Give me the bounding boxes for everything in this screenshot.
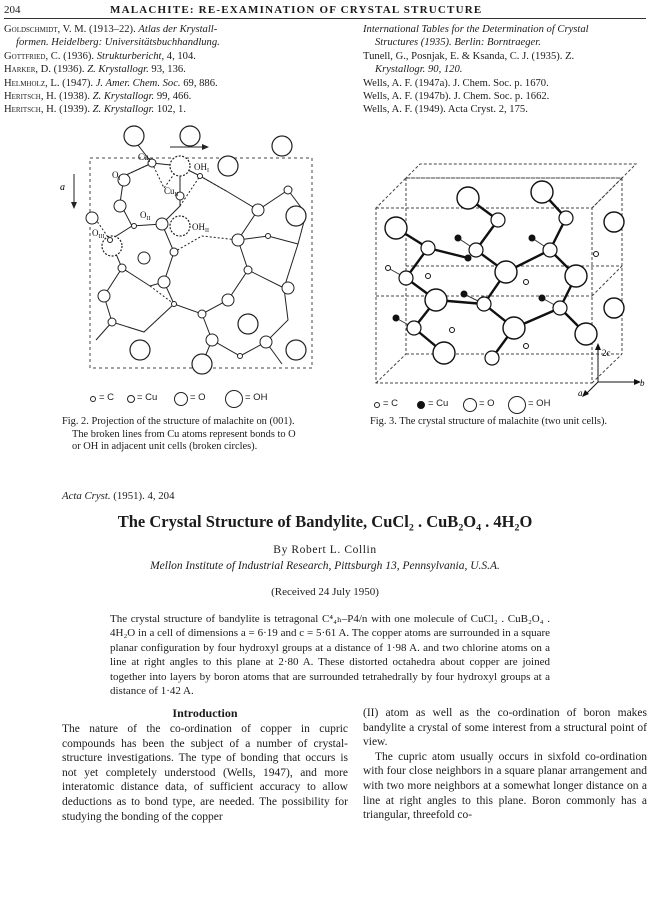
reference-item: Heritsch, H. (1939). Z. Krystallogr. 102, 1.	[4, 104, 186, 116]
b-axis-arrowhead	[202, 144, 209, 150]
figure-3-axes	[578, 342, 648, 398]
reference-item: Goldschmidt, V. M. (1913–22). Atlas der Krystall-	[4, 24, 218, 35]
figure-3-caption: Fig. 3. The crystal structure of malachite (two unit cells).	[370, 416, 607, 427]
label-o2: $O_{II}$	[140, 210, 151, 222]
label-o3: $O_{III}$	[92, 228, 105, 240]
reference-item-cont: Krystallogr. 90, 120.	[375, 64, 463, 76]
bond-chains	[396, 192, 586, 358]
page-number: 204	[4, 4, 21, 16]
intro-left-column: The nature of the co-ordination of copper in cupric compounds has been the subject of a number of crystal-structure investigations. The type of bonding that occurs is not yet completely understood (Wells, 1947), and more interatomic distance data, of sufficient accuracy to allow deductions as to bond type, are needed. The possibility for studying the bonding of the copper	[62, 723, 348, 823]
reference-item: Harker, D. (1936). Z. Krystallogr. 93, 136.	[4, 64, 186, 76]
a-axis-label: a	[60, 182, 65, 193]
references-right	[363, 23, 648, 117]
abstract: The crystal structure of bandylite is tetragonal C⁴₄ₕ–P4/n with one molecule of CuCl₂ . CuB₂O₄ . 4H₂O in a cell of dimensions a = 6·19 and c = 5·61 A. The copper atoms are surrounded in a square planar configuration by four hydroxyl groups at a distance of 1·98 A. and two chlorine atoms on a line at right angles to this plane at 2·80 A. These distorted octahedra about copper are joined together into layers by boron atoms that are surrounded tetrahedrally by four hydroxyl groups at a distance of 1·42 A.	[110, 613, 550, 698]
reference-item: Wells, A. F. (1947a). J. Chem. Soc. p. 1670.	[363, 77, 549, 89]
intro-right-column: (II) atom as well as the co-ordination of boron makes bandylite a crystal of some interest from a structural point of view. The cupric atom usually occurs in sixfold co-ordination with four close neighbors in a square planar arrangement and with two more neighbors at a somewhat longer distance on a line at right angles to this plane. Boron commonly has a triangular, threefold co-	[363, 707, 647, 822]
legend-c: = C	[383, 398, 399, 409]
unit-cell-outline	[90, 158, 312, 368]
reference-item: Helmholz, L. (1947). J. Amer. Chem. Soc. 69, 886.	[4, 77, 218, 89]
label-cu1: $Cu_I$	[138, 152, 151, 164]
legend-c: = C	[99, 392, 115, 403]
label-oh1: $OH_I$	[194, 162, 209, 174]
received-date: (Received 24 July 1950)	[271, 586, 379, 598]
o-atoms-3d	[399, 211, 573, 365]
reference-item: Tunell, G., Posnjak, E. & Ksanda, C. J. (1935). Z.	[363, 50, 575, 62]
running-head	[0, 4, 650, 18]
label-oh2: $OH_{II}$	[192, 222, 209, 234]
figure-2-caption: Fig. 2. Projection of the structure of malachite on (001). The broken lines from Cu atoms represent bonds to O or OH in adjacent unit cells (broken circles).	[62, 416, 296, 453]
reference-item-cont: Structures (1935). Berlin: Borntraeger.	[375, 37, 541, 49]
reference-item: International Tables for the Determination of Crystal	[363, 24, 589, 35]
references-left	[4, 23, 324, 117]
figure-2-diagram	[52, 118, 322, 378]
paper-title: The Crystal Structure of Bandylite, CuCl₂ . CuB₂O₄ . 4H₂O	[117, 512, 533, 531]
label-o1: $O_I$	[112, 170, 121, 182]
legend-oh: = OH	[245, 392, 268, 403]
legend-cu: = Cu	[428, 398, 449, 409]
axis-label-a: a	[578, 388, 583, 398]
reference-item: Gottfried, C. (1936). Strukturbericht, 4, 104.	[4, 50, 196, 62]
running-title: MALACHITE: RE-EXAMINATION OF CRYSTAL STRUCTURE	[110, 4, 483, 16]
figure-2-legend	[88, 390, 328, 408]
intro-heading: Introduction	[172, 706, 238, 720]
reference-item: Wells, A. F. (1947b). J. Chem. Soc. p. 1662.	[363, 91, 550, 103]
figure-3-legend	[372, 396, 592, 414]
legend-cu: = Cu	[137, 392, 158, 403]
label-cu2: $Cu_{II}$	[164, 186, 179, 198]
affiliation: Mellon Institute of Industrial Research, Pittsburgh 13, Pennsylvania, U.S.A.	[150, 560, 500, 572]
author: By Robert L. Collin	[273, 544, 377, 556]
a-axis-arrowhead	[71, 202, 77, 209]
header-rule	[4, 18, 646, 19]
axis-label-b: b	[640, 378, 645, 388]
legend-oh: = OH	[528, 398, 551, 409]
axis-label-2c: 2c	[602, 348, 611, 358]
journal-citation: Acta Cryst. (1951). 4, 204	[62, 490, 175, 502]
cu-atoms	[108, 159, 292, 326]
legend-o: = O	[479, 398, 495, 409]
reference-item: Wells, A. F. (1949). Acta Cryst. 2, 175.	[363, 104, 528, 116]
o-atoms	[86, 174, 294, 348]
reference-item-cont: formen. Heidelberg: Universitätsbuchhandlung.	[16, 37, 220, 49]
legend-o: = O	[190, 392, 206, 403]
reference-item: Heritsch, H. (1938). Z. Krystallogr. 99, 466.	[4, 91, 192, 103]
